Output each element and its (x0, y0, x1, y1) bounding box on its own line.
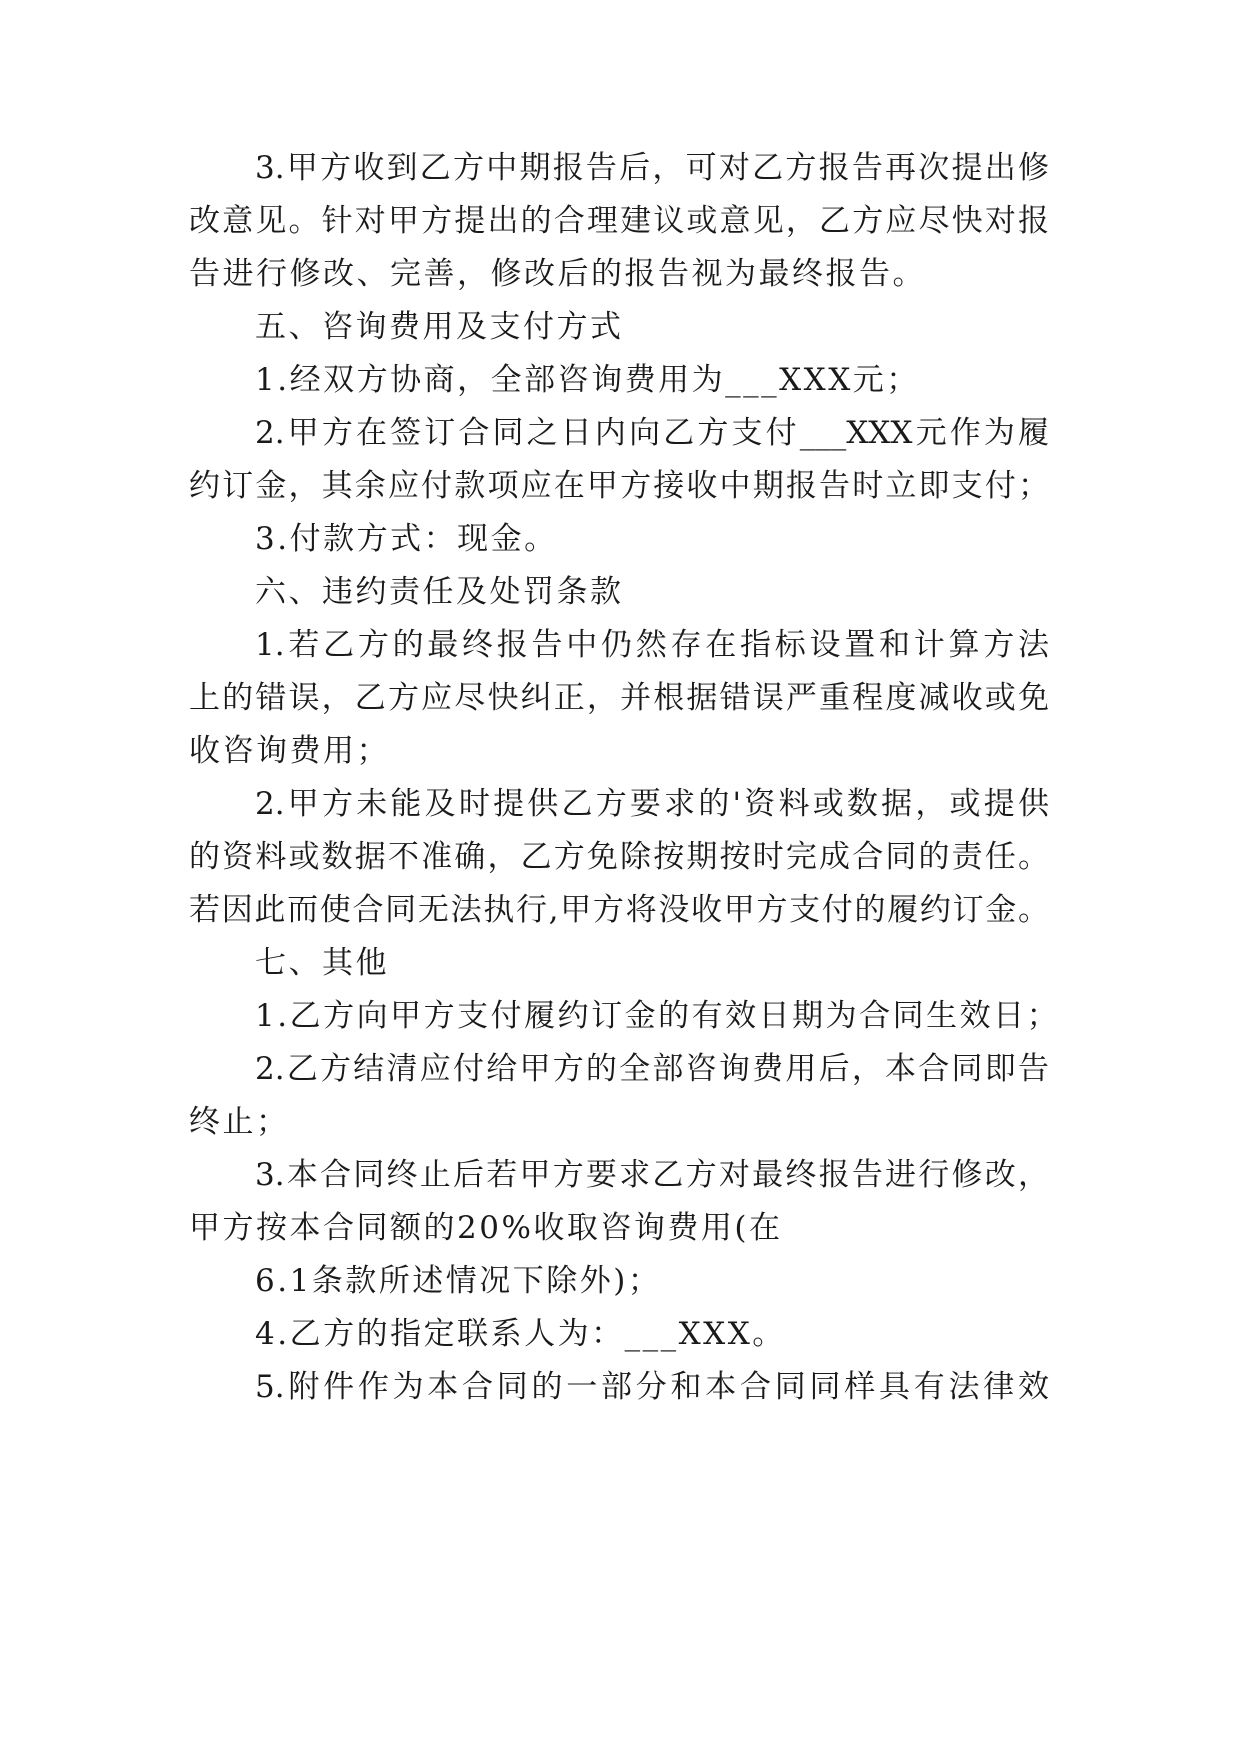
text-line: 2.甲方在签订合同之日内向乙方支付___XXX元作为履 (255, 415, 1049, 451)
text-line: 4.乙方的指定联系人为：___XXX。 (255, 1316, 786, 1352)
text-line: 6.1条款所述情况下除外)； (255, 1263, 662, 1299)
text-line: 的资料或数据不准确，乙方免除按期按时完成合同的责任。 (189, 839, 1049, 875)
text-line: 1.若乙方的最终报告中仍然存在指标设置和计算方法 (255, 627, 1049, 663)
text-line: 告进行修改、完善，修改后的报告视为最终报告。 (189, 256, 926, 292)
text-line: 1.经双方协商，全部咨询费用为___XXX元； (255, 362, 920, 398)
text-line: 3.本合同终止后若甲方要求乙方对最终报告进行修改， (255, 1157, 1049, 1193)
text-line: 上的错误，乙方应尽快纠正，并根据错误严重程度减收或免 (189, 680, 1049, 716)
text-line: 1.乙方向甲方支付履约订金的有效日期为合同生效日； (255, 998, 1061, 1034)
text-line: 若因此而使合同无法执行,甲方将没收甲方支付的履约订金。 (189, 892, 1049, 928)
section-heading: 六、违约责任及处罚条款 (255, 574, 624, 610)
text-line: 2.乙方结清应付给甲方的全部咨询费用后，本合同即告 (255, 1051, 1049, 1087)
text-line: 3.甲方收到乙方中期报告后，可对乙方报告再次提出修 (255, 150, 1049, 186)
text-line: 约订金，其余应付款项应在甲方接收中期报告时立即支付； (189, 468, 1049, 504)
text-line: 2.甲方未能及时提供乙方要求的'资料或数据，或提供 (255, 786, 1049, 822)
text-line: 甲方按本合同额的20%收取咨询费用(在 (189, 1210, 783, 1246)
section-heading: 五、咨询费用及支付方式 (255, 309, 624, 345)
text-line: 终止； (189, 1104, 290, 1140)
text-line: 5.附件作为本合同的一部分和本合同同样具有法律效 (255, 1369, 1049, 1405)
text-line: 改意见。针对甲方提出的合理建议或意见，乙方应尽快对报 (189, 203, 1049, 239)
section-heading: 七、其他 (255, 945, 389, 981)
text-line: 收咨询费用； (189, 733, 390, 769)
text-line: 3.付款方式：现金。 (255, 521, 558, 557)
